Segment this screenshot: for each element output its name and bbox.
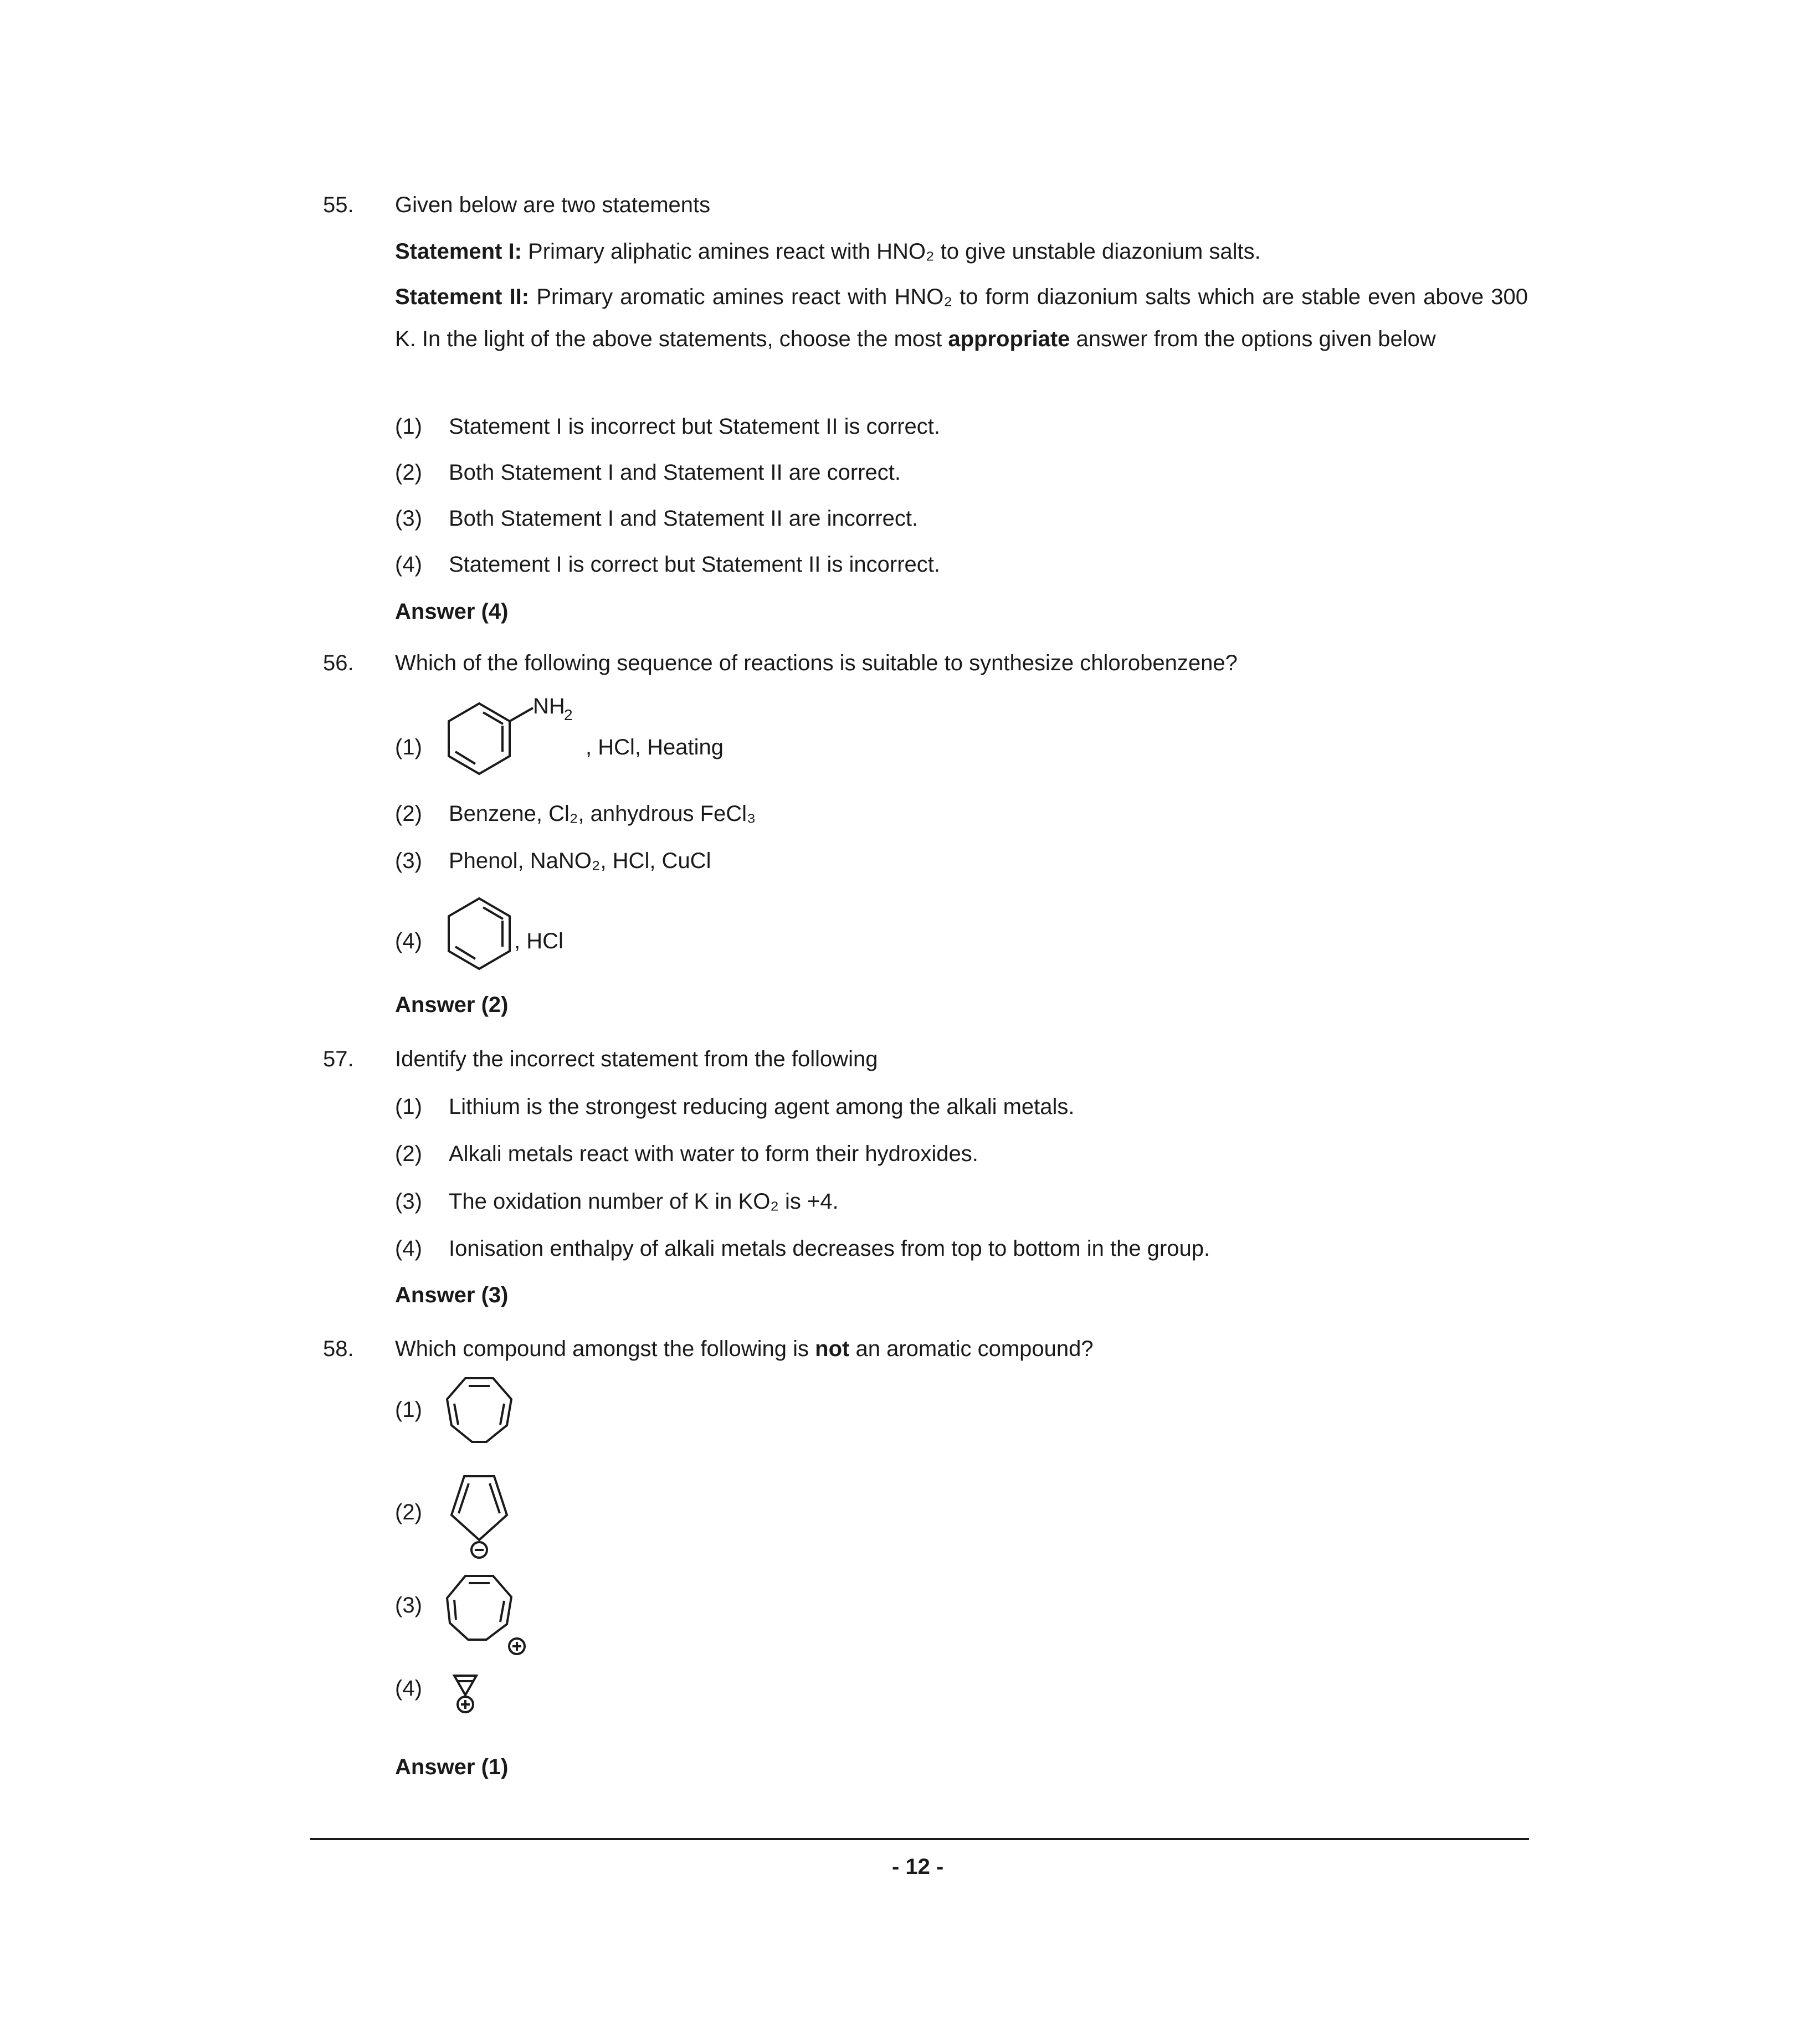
q57-number: 57. — [323, 1047, 354, 1071]
q55-statement-2-text-b: answer from the options given below — [1070, 327, 1436, 351]
q58-stem-b: an aromatic compound? — [849, 1337, 1094, 1361]
q56-option-3-text: Phenol, NaNO₂, HCl, CuCl — [449, 849, 711, 873]
q56-stem: Which of the following sequence of reactions is suitable to synthesize chlorobenzene? — [395, 651, 1238, 675]
tropylium-cation-icon — [438, 1562, 548, 1662]
footer-divider — [310, 1838, 1529, 1840]
aniline-structure-icon — [438, 687, 604, 787]
q55-answer: Answer (4) — [395, 599, 509, 624]
q55-statement-2 — [395, 276, 1528, 360]
q55-option-4-text: Statement I is correct but Statement II is incorrect. — [449, 552, 941, 577]
q58-option-3-label: (3) — [395, 1593, 422, 1617]
q57-option-2-label: (2) — [395, 1142, 422, 1166]
cycloheptatriene-icon — [438, 1367, 537, 1467]
q55-option-3-text: Both Statement I and Statement II are incorrect. — [449, 506, 919, 531]
q57-option-4-label: (4) — [395, 1236, 422, 1261]
q58-stem-bold: not — [815, 1337, 850, 1361]
q57-option-4-text: Ionisation enthalpy of alkali metals decreases from top to bottom in the group. — [449, 1236, 1210, 1261]
q57-option-2-text: Alkali metals react with water to form their hydroxides. — [449, 1142, 978, 1166]
q57-answer: Answer (3) — [395, 1283, 509, 1307]
q57-option-1-text: Lithium is the strongest reducing agent among the alkali metals. — [449, 1095, 1075, 1119]
q55-statement-1-text: Primary aliphatic amines react with HNO₂ to give unstable diazonium salts. — [521, 239, 1261, 264]
aniline-nh-label: NH — [533, 694, 565, 718]
q58-answer: Answer (1) — [395, 1755, 509, 1779]
q55-option-1-label: (1) — [395, 414, 422, 439]
cyclopropenyl-cation-icon — [443, 1665, 493, 1725]
q56-option-4-text: , HCl — [514, 929, 563, 953]
q55-statement-1-label: Statement I: — [395, 239, 522, 264]
q58-number: 58. — [323, 1337, 354, 1361]
q56-option-2-text: Benzene, Cl₂, anhydrous FeCl₃ — [449, 802, 756, 826]
q58-stem — [395, 1337, 1094, 1362]
q57-stem: Identify the incorrect statement from the following — [395, 1047, 878, 1071]
q56-option-2-label: (2) — [395, 802, 422, 826]
q55-option-3-label: (3) — [395, 506, 422, 531]
page-number: - 12 - — [892, 1855, 944, 1879]
q55-statement-2-text-a: Primary aromatic amines react with HNO₂ to form diazonium salts which are stable even above 300 K. In the light of the above statements, choose the most — [395, 285, 1528, 351]
q56-option-1-label: (1) — [395, 735, 422, 759]
q58-option-2-label: (2) — [395, 1500, 422, 1524]
q56-option-4-label: (4) — [395, 929, 422, 953]
q57-option-1-label: (1) — [395, 1095, 422, 1119]
q58-stem-a: Which compound amongst the following is — [395, 1337, 815, 1361]
q55-statement-1 — [395, 239, 1261, 264]
q55-number: 55. — [323, 193, 354, 217]
q56-answer: Answer (2) — [395, 993, 509, 1017]
q56-option-3-label: (3) — [395, 849, 422, 873]
q55-option-1-text: Statement I is incorrect but Statement II is correct. — [449, 414, 941, 439]
q58-option-4-label: (4) — [395, 1676, 422, 1701]
q56-option-1-text: , HCl, Heating — [586, 735, 724, 759]
q58-option-1-label: (1) — [395, 1398, 422, 1422]
cyclopentadienyl-anion-icon — [438, 1462, 537, 1562]
q57-option-3-text: The oxidation number of K in KO₂ is +4. — [449, 1189, 839, 1214]
q57-option-3-label: (3) — [395, 1189, 422, 1214]
q56-number: 56. — [323, 651, 354, 675]
q55-option-4-label: (4) — [395, 552, 422, 577]
aniline-subscript: 2 — [564, 706, 573, 723]
q55-option-2-text: Both Statement I and Statement II are correct. — [449, 460, 901, 485]
q55-statement-2-bold: appropriate — [948, 327, 1070, 351]
q55-option-2-label: (2) — [395, 460, 422, 485]
q55-stem: Given below are two statements — [395, 193, 711, 217]
q55-statement-2-label: Statement II: — [395, 285, 530, 309]
